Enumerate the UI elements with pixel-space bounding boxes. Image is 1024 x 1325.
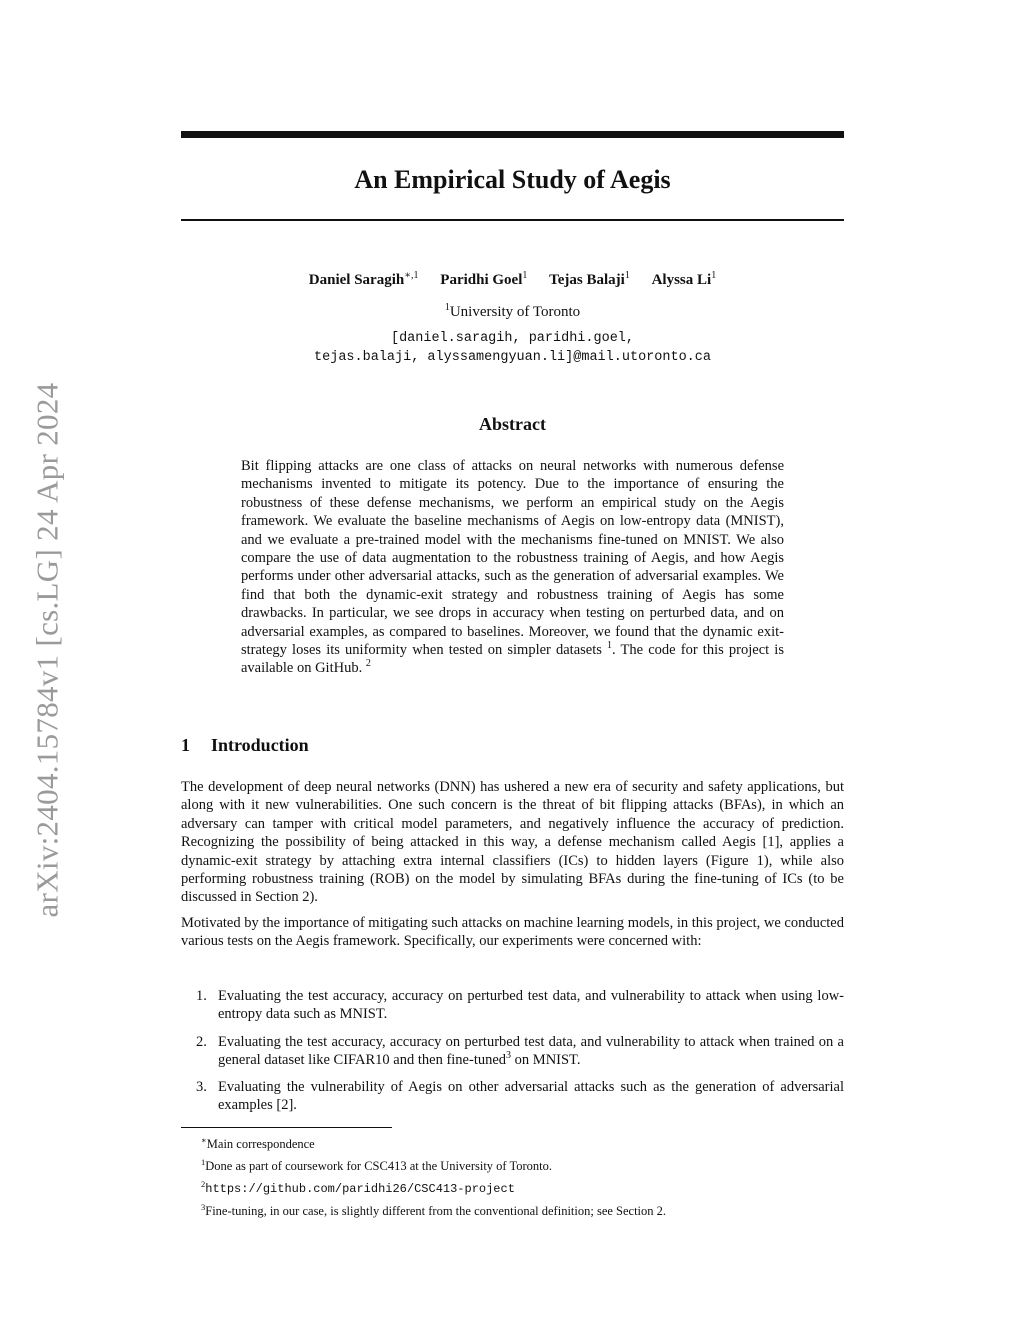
author-name: Daniel Saragih <box>308 272 405 288</box>
footnote-ref: 1 <box>607 640 613 652</box>
paper-title: An Empirical Study of Aegis <box>354 165 671 194</box>
list-item <box>196 987 844 1024</box>
author-emails <box>181 329 844 367</box>
author-name: Paridhi Goel <box>440 272 523 288</box>
list-marker: 1. <box>196 988 207 1004</box>
author-4 <box>652 272 717 288</box>
footnote-mark: 3 <box>201 1202 206 1213</box>
footnote-text: Done as part of coursework for CSC413 at the University of Toronto. <box>205 1159 552 1174</box>
intro-paragraph-1: The development of deep neural networks (DNN) has ushered a new era of security and safety applications, but along with it new vulnerabilities. One such concern is the threat of bit flipping attacks (BFAs), in which an adversary can tamper with critical model parameters, and negatively influence the accuracy of prediction. Recognizing the possibility of being attacked in this way, a defense mechanism called Aegis [1], applies a dynamic-exit strategy by attaching extra internal classifiers (ICs) to hidden layers (Figure 1), while also performing robustness training (ROB) on the model by simulating BFAs during the fine-tuning of ICs (to be discussed in Section 2). <box>181 779 844 906</box>
list-marker: 3. <box>196 1079 207 1095</box>
footnote-ref: 2 <box>365 658 371 670</box>
footnote-mark: 1 <box>201 1157 206 1168</box>
section-title: Introduction <box>211 735 309 755</box>
intro-paragraph-2: Motivated by the importance of mitigating such attacks on machine learning models, in this project, we conducted various tests on the Aegis framework. Specifically, our experiments were concerned with: <box>181 915 844 950</box>
list-item-text-continued: on MNIST. <box>511 1052 581 1069</box>
footnote <box>201 1153 844 1175</box>
email-line: [daniel.saragih, paridhi.goel, <box>390 331 635 346</box>
affiliation-name: University of Toronto <box>449 304 581 320</box>
author-mark: 1 <box>711 270 717 281</box>
footnote <box>201 1131 844 1153</box>
email-line: tejas.balaji, alyssamengyuan.li]@mail.utoronto.ca <box>314 350 711 365</box>
title-rule-top <box>181 131 844 138</box>
arxiv-identifier-text: arXiv:2404.15784v1 [cs.LG] 24 Apr 2024 <box>29 382 65 918</box>
arxiv-identifier-stamp <box>22 355 72 945</box>
footnote-mark: 2 <box>201 1179 206 1190</box>
abstract-text-continued: . The code for this project is available on GitHub. <box>241 642 784 677</box>
author-mark: 1 <box>522 270 528 281</box>
author-mark: 1 <box>624 270 630 281</box>
list-item <box>196 1078 844 1115</box>
list-marker: 2. <box>196 1034 207 1050</box>
footnote-text: Fine-tuning, in our case, is slightly different from the conventional definition; see Section 2. <box>205 1204 667 1219</box>
section-number: 1 <box>181 735 190 755</box>
list-item <box>196 1033 844 1070</box>
affiliation-mark: 1 <box>444 302 450 313</box>
list-item-text: Evaluating the vulnerability of Aegis on other adversarial attacks such as the generation of adversarial examples [2]. <box>218 1079 844 1114</box>
author-mark: ∗,1 <box>404 270 419 281</box>
footnote-text: Main correspondence <box>206 1137 315 1152</box>
footnote <box>201 1175 844 1198</box>
footnote <box>201 1198 844 1220</box>
author-3 <box>549 272 630 288</box>
footnote-ref: 3 <box>506 1050 512 1062</box>
footnote-rule <box>181 1127 392 1128</box>
abstract-body <box>241 457 784 678</box>
footnote-mark: ∗ <box>201 1135 207 1145</box>
list-item-text: Evaluating the test accuracy, accuracy on perturbed test data, and vulnerability to attack when trained on a general dataset like CIFAR10 and then fine-tuned <box>218 1034 844 1069</box>
abstract-heading: Abstract <box>479 414 546 434</box>
footnotes <box>201 1131 844 1221</box>
footnote-link[interactable]: https://github.com/paridhi26/CSC413-project <box>205 1182 515 1197</box>
author-name: Tejas Balaji <box>549 272 625 288</box>
list-item-text: Evaluating the test accuracy, accuracy on perturbed test data, and vulnerability to attack when using low-entropy data such as MNIST. <box>218 988 844 1023</box>
section-heading-introduction <box>181 733 844 757</box>
author-2 <box>440 272 527 288</box>
title-rule-bottom <box>181 219 844 221</box>
affiliation <box>181 296 844 324</box>
abstract-text: Bit flipping attacks are one class of attacks on neural networks with numerous defense mechanisms invented to mitigate its potency. Due to the importance of ensuring the robustness of these defense mechanisms, we perform an empirical study on the Aegis framework. We evaluate the baseline mechanisms of Aegis on low-entropy data (MNIST), and we evaluate a pre-trained model with the mechanisms fine-tuned on MNIST. We also compare the use of data augmentation to the robustness training of Aegis, and how Aegis performs under other adversarial attacks, such as the generation of adversarial examples. We find that both the dynamic-exit strategy and robustness training of Aegis has some drawbacks. In particular, we see drops in accuracy when testing on perturbed data, and on adversarial examples, as compared to baselines. Moreover, we found that the dynamic exit-strategy loses its uniformity when tested on simpler datasets <box>241 458 784 659</box>
author-1 <box>309 272 419 288</box>
author-name: Alyssa Li <box>651 272 712 288</box>
author-list <box>181 264 844 292</box>
